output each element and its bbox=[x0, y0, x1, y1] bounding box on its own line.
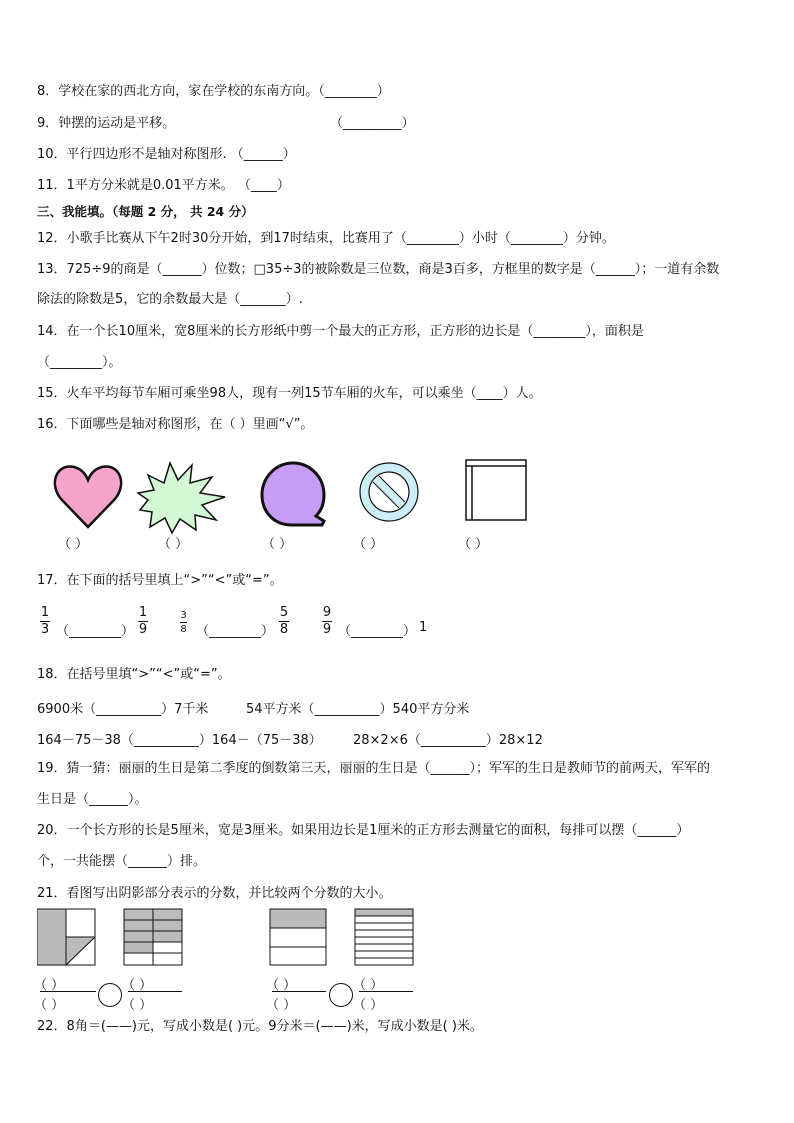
question-12: 12．小歌手比赛从下午2时30分开始，到17时结束，比赛用了（________）小时（________）分钟。 bbox=[37, 231, 615, 246]
question-15: 15．火车平均每节车厢可乘坐98人，现有一列15节车厢的火车，可以乘坐（____）人。 bbox=[37, 386, 542, 401]
compare-blank-2: （________） bbox=[196, 624, 275, 639]
question-8: 8．学校在家的西北方向，家在学校的东南方向。（________） bbox=[37, 84, 390, 99]
q21-figure-3 bbox=[270, 909, 326, 965]
fraction-1: 1 3 bbox=[40, 605, 50, 637]
fraction-tail: 1 bbox=[419, 620, 428, 635]
q16-paren-3: （ ） bbox=[262, 537, 293, 552]
question-17: 17．在下面的括号里填上“>”“<”或“=”。 bbox=[37, 573, 283, 588]
q16-paren-1: （ ） bbox=[58, 537, 89, 552]
fraction-2: 1 9 bbox=[138, 605, 148, 637]
q21-den-2: （ ） bbox=[122, 998, 153, 1013]
question-20-line1: 20．一个长方形的长是5厘米，宽是3厘米。如果用边长是1厘米的正方形去测量它的面积，每排可以摆（______） bbox=[37, 823, 690, 838]
question-13-line1: 13．725÷9的商是（______）位数；□35÷3的被除数是三位数，商是3百多，方框里的数字是（______）；一道有余数 bbox=[37, 262, 720, 277]
q18-row1-b: 54平方米（__________）540平方分米 bbox=[246, 702, 470, 717]
question-13-line2: 除法的除数是5，它的余数最大是（_______）. bbox=[37, 292, 303, 307]
q21-num-4: （ ） bbox=[353, 978, 384, 993]
question-9-blank: （_________） bbox=[330, 116, 415, 131]
q16-shapes bbox=[50, 455, 540, 535]
q21-num-2: （ ） bbox=[122, 978, 153, 993]
fraction-3: 3 8 bbox=[180, 610, 187, 635]
q21-figure-1 bbox=[37, 909, 95, 965]
compare-blank-3: （________） bbox=[338, 624, 417, 639]
q18-row1-a: 6900米（__________）7千米 bbox=[37, 702, 209, 717]
fraction-4: 5 8 bbox=[279, 605, 289, 637]
compare-blank-1: （________） bbox=[56, 624, 135, 639]
q21-den-3: （ ） bbox=[266, 998, 297, 1013]
question-19-line2: 生日是（______）。 bbox=[37, 792, 148, 807]
starburst-shape bbox=[138, 463, 225, 533]
compare-circle-2 bbox=[329, 983, 353, 1007]
q21-figures bbox=[37, 908, 417, 970]
question-11: 11．1平方分米就是0.01平方米。 （____） bbox=[37, 178, 290, 193]
question-16: 16．下面哪些是轴对称图形，在（ ）里画“√”。 bbox=[37, 417, 314, 432]
section-3-heading: 三、我能填。（每题 2 分， 共 24 分） bbox=[37, 204, 254, 219]
q21-num-1: （ ） bbox=[34, 978, 65, 993]
question-20-line2: 个，一共能摆（______）排。 bbox=[37, 854, 207, 869]
q21-bar-1 bbox=[40, 991, 96, 992]
question-22: 22．8角＝(——)元，写成小数是( )元。9分米＝(——)米，写成小数是( )米。 bbox=[37, 1019, 483, 1034]
q18-row2-a: 164－75－38（__________）164－（75－38） bbox=[37, 733, 322, 748]
question-14-line1: 14．在一个长10厘米，宽8厘米的长方形纸中剪一个最大的正方形，正方形的边长是（________），面积是 bbox=[37, 324, 644, 339]
question-21: 21．看图写出阴影部分表示的分数，并比较两个分数的大小。 bbox=[37, 886, 392, 901]
speech-bubble-shape bbox=[262, 463, 324, 525]
q21-den-4: （ ） bbox=[353, 998, 384, 1013]
question-18: 18．在括号里填“>”“<”或“=”。 bbox=[37, 667, 231, 682]
q21-den-1: （ ） bbox=[34, 998, 65, 1013]
q16-paren-4: （ ） bbox=[353, 537, 384, 552]
question-14-line2: （________）。 bbox=[37, 355, 122, 370]
q21-bar-2 bbox=[128, 991, 182, 992]
q21-bar-4 bbox=[359, 991, 413, 992]
q21-figure-2 bbox=[124, 909, 182, 965]
compare-circle-1 bbox=[98, 983, 122, 1007]
q16-paren-5: （ ） bbox=[458, 537, 489, 552]
q18-row2-b: 28×2×6（__________）28×12 bbox=[353, 733, 543, 748]
q21-bar-3 bbox=[272, 991, 326, 992]
q21-figure-4 bbox=[355, 909, 413, 965]
fraction-5: 9 9 bbox=[322, 605, 332, 637]
question-9 bbox=[37, 116, 415, 132]
q16-paren-2: （ ） bbox=[158, 537, 189, 552]
q21-num-3: （ ） bbox=[266, 978, 297, 993]
framed-square-shape bbox=[466, 460, 526, 520]
heart-shape bbox=[55, 467, 121, 527]
question-9-text: 9．钟摆的运动是平移。 bbox=[37, 116, 176, 131]
question-10: 10．平行四边形不是轴对称图形. （______） bbox=[37, 147, 296, 162]
question-19-line1: 19．猜一猜：丽丽的生日是第二季度的倒数第三天，丽丽的生日是（______）；军军的生日是教师节的前两天，军军的 bbox=[37, 761, 711, 776]
